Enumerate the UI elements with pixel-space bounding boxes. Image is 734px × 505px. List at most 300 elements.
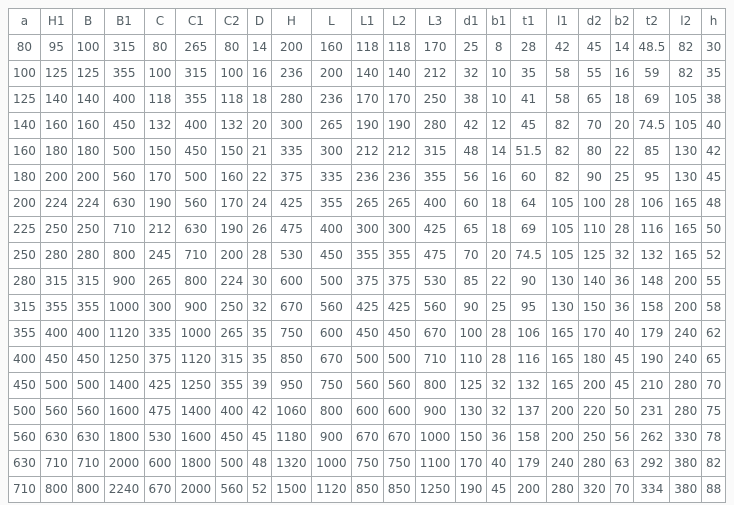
table-cell: 50: [702, 217, 726, 243]
table-cell: 2000: [176, 477, 216, 503]
table-row: [9, 451, 726, 477]
table-cell: 900: [104, 269, 144, 295]
table-cell: 10: [487, 61, 511, 87]
table-row: [9, 347, 726, 373]
table-cell: 180: [72, 139, 104, 165]
column-header-l: L: [311, 9, 351, 35]
table-cell: 190: [383, 113, 415, 139]
table-cell: 630: [72, 425, 104, 451]
table-cell: 35: [248, 347, 272, 373]
table-cell: 750: [271, 321, 311, 347]
table-cell: 600: [311, 321, 351, 347]
table-cell: 105: [670, 113, 702, 139]
table-cell: 110: [578, 217, 610, 243]
table-cell: 105: [670, 87, 702, 113]
table-cell: 500: [311, 269, 351, 295]
table-cell: 231: [634, 399, 670, 425]
table-cell: 110: [455, 347, 487, 373]
table-cell: 425: [415, 217, 455, 243]
table-cell: 28: [487, 321, 511, 347]
table-cell: 165: [547, 347, 579, 373]
table-cell: 250: [415, 87, 455, 113]
table-cell: 170: [144, 165, 176, 191]
table-row: [9, 61, 726, 87]
table-cell: 530: [415, 269, 455, 295]
table-cell: 65: [578, 87, 610, 113]
table-cell: 140: [578, 269, 610, 295]
table-cell: 40: [610, 321, 634, 347]
table-cell: 40: [487, 451, 511, 477]
table-row: [9, 295, 726, 321]
table-cell: 1500: [271, 477, 311, 503]
table-cell: 20: [487, 243, 511, 269]
table-cell: 335: [271, 139, 311, 165]
table-cell: 32: [455, 61, 487, 87]
table-cell: 280: [547, 477, 579, 503]
table-cell: 158: [511, 425, 547, 451]
table-cell: 265: [144, 269, 176, 295]
table-cell: 60: [455, 191, 487, 217]
table-row: [9, 217, 726, 243]
table-cell: 20: [610, 113, 634, 139]
table-cell: 130: [455, 399, 487, 425]
table-cell: 35: [702, 61, 726, 87]
column-header-l1: l1: [547, 9, 579, 35]
table-cell: 18: [487, 217, 511, 243]
table-cell: 250: [216, 295, 248, 321]
table-cell: 95: [634, 165, 670, 191]
column-header-c: C: [144, 9, 176, 35]
table-cell: 150: [216, 139, 248, 165]
table-cell: 400: [40, 321, 72, 347]
table-cell: 375: [383, 269, 415, 295]
table-cell: 42: [248, 399, 272, 425]
table-cell: 1000: [311, 451, 351, 477]
table-cell: 32: [487, 373, 511, 399]
table-cell: 1400: [176, 399, 216, 425]
column-header-d2: d2: [578, 9, 610, 35]
table-cell: 335: [311, 165, 351, 191]
table-cell: 10: [487, 87, 511, 113]
table-cell: 42: [455, 113, 487, 139]
table-cell: 800: [72, 477, 104, 503]
table-cell: 530: [271, 243, 311, 269]
table-cell: 140: [9, 113, 41, 139]
table-cell: 2240: [104, 477, 144, 503]
table-cell: 315: [72, 269, 104, 295]
table-cell: 28: [610, 191, 634, 217]
table-cell: 165: [670, 191, 702, 217]
table-cell: 380: [670, 451, 702, 477]
table-cell: 25: [487, 295, 511, 321]
table-cell: 240: [547, 451, 579, 477]
table-cell: 1000: [415, 425, 455, 451]
table-cell: 280: [415, 113, 455, 139]
table-cell: 355: [9, 321, 41, 347]
table-cell: 800: [311, 399, 351, 425]
table-cell: 95: [511, 295, 547, 321]
table-cell: 60: [511, 165, 547, 191]
table-cell: 59: [634, 61, 670, 87]
table-cell: 300: [383, 217, 415, 243]
table-cell: 1100: [415, 451, 455, 477]
table-cell: 560: [351, 373, 383, 399]
table-cell: 300: [311, 139, 351, 165]
table-cell: 130: [670, 165, 702, 191]
table-cell: 36: [487, 425, 511, 451]
table-cell: 190: [455, 477, 487, 503]
table-cell: 42: [702, 139, 726, 165]
table-cell: 600: [271, 269, 311, 295]
table-cell: 21: [248, 139, 272, 165]
table-cell: 170: [455, 451, 487, 477]
table-cell: 670: [351, 425, 383, 451]
table-cell: 800: [176, 269, 216, 295]
table-cell: 28: [511, 35, 547, 61]
table-cell: 170: [383, 87, 415, 113]
table-cell: 52: [248, 477, 272, 503]
table-cell: 560: [104, 165, 144, 191]
table-cell: 106: [634, 191, 670, 217]
table-row: [9, 269, 726, 295]
column-header-b: B: [72, 9, 104, 35]
table-cell: 8: [487, 35, 511, 61]
table-cell: 950: [271, 373, 311, 399]
table-cell: 280: [40, 243, 72, 269]
table-cell: 62: [702, 321, 726, 347]
table-cell: 36: [610, 295, 634, 321]
table-cell: 51.5: [511, 139, 547, 165]
table-cell: 400: [104, 87, 144, 113]
table-cell: 200: [670, 269, 702, 295]
table-cell: 1120: [104, 321, 144, 347]
table-cell: 132: [634, 243, 670, 269]
table-cell: 400: [176, 113, 216, 139]
table-cell: 179: [511, 451, 547, 477]
table-cell: 400: [216, 399, 248, 425]
table-cell: 148: [634, 269, 670, 295]
table-cell: 1120: [176, 347, 216, 373]
table-cell: 118: [351, 35, 383, 61]
column-header-t2: t2: [634, 9, 670, 35]
table-cell: 280: [72, 243, 104, 269]
table-cell: 125: [72, 61, 104, 87]
table-row: [9, 243, 726, 269]
table-cell: 375: [351, 269, 383, 295]
table-cell: 32: [610, 243, 634, 269]
table-cell: 160: [216, 165, 248, 191]
table-cell: 710: [176, 243, 216, 269]
table-cell: 330: [670, 425, 702, 451]
table-cell: 450: [72, 347, 104, 373]
table-cell: 25: [610, 165, 634, 191]
table-cell: 32: [487, 399, 511, 425]
table-cell: 200: [216, 243, 248, 269]
table-cell: 1400: [104, 373, 144, 399]
table-cell: 48.5: [634, 35, 670, 61]
table-cell: 1800: [104, 425, 144, 451]
column-header-h1: H1: [40, 9, 72, 35]
table-cell: 82: [547, 139, 579, 165]
table-cell: 670: [271, 295, 311, 321]
table-cell: 425: [383, 295, 415, 321]
table-cell: 45: [702, 165, 726, 191]
table-cell: 315: [415, 139, 455, 165]
table-cell: 28: [248, 243, 272, 269]
table-cell: 710: [9, 477, 41, 503]
table-cell: 500: [351, 347, 383, 373]
table-cell: 280: [578, 451, 610, 477]
table-cell: 710: [72, 451, 104, 477]
table-cell: 70: [578, 113, 610, 139]
table-cell: 32: [248, 295, 272, 321]
column-header-d1: d1: [455, 9, 487, 35]
table-cell: 750: [383, 451, 415, 477]
table-cell: 200: [311, 61, 351, 87]
table-row: [9, 191, 726, 217]
table-cell: 100: [216, 61, 248, 87]
table-cell: 125: [9, 87, 41, 113]
table-row: [9, 113, 726, 139]
table-cell: 28: [487, 347, 511, 373]
table-cell: 560: [383, 373, 415, 399]
table-cell: 58: [547, 87, 579, 113]
table-cell: 158: [634, 295, 670, 321]
table-cell: 500: [104, 139, 144, 165]
table-cell: 82: [702, 451, 726, 477]
table-cell: 600: [383, 399, 415, 425]
table-cell: 670: [383, 425, 415, 451]
table-cell: 45: [487, 477, 511, 503]
table-cell: 530: [144, 425, 176, 451]
table-cell: 262: [634, 425, 670, 451]
table-cell: 16: [610, 61, 634, 87]
table-cell: 130: [670, 139, 702, 165]
table-cell: 280: [271, 87, 311, 113]
table-cell: 1000: [104, 295, 144, 321]
table-cell: 26: [248, 217, 272, 243]
column-header-a: a: [9, 9, 41, 35]
table-cell: 180: [578, 347, 610, 373]
table-cell: 85: [455, 269, 487, 295]
table-cell: 355: [176, 87, 216, 113]
table-cell: 240: [670, 321, 702, 347]
table-cell: 75: [702, 399, 726, 425]
table-cell: 225: [9, 217, 41, 243]
column-header-b1: B1: [104, 9, 144, 35]
table-cell: 355: [415, 165, 455, 191]
table-cell: 41: [511, 87, 547, 113]
table-cell: 450: [9, 373, 41, 399]
table-cell: 190: [351, 113, 383, 139]
table-cell: 180: [9, 165, 41, 191]
table-cell: 48: [248, 451, 272, 477]
table-cell: 105: [547, 243, 579, 269]
table-cell: 212: [415, 61, 455, 87]
table-cell: 90: [511, 269, 547, 295]
table-cell: 118: [383, 35, 415, 61]
table-cell: 670: [415, 321, 455, 347]
table-cell: 450: [311, 243, 351, 269]
table-cell: 1250: [104, 347, 144, 373]
table-cell: 355: [311, 191, 351, 217]
table-cell: 16: [487, 165, 511, 191]
table-cell: 39: [248, 373, 272, 399]
table-cell: 137: [511, 399, 547, 425]
table-cell: 800: [104, 243, 144, 269]
table-cell: 250: [578, 425, 610, 451]
table-cell: 500: [72, 373, 104, 399]
table-cell: 74.5: [634, 113, 670, 139]
table-cell: 190: [634, 347, 670, 373]
table-head: [9, 9, 726, 35]
table-cell: 280: [670, 399, 702, 425]
table-cell: 500: [176, 165, 216, 191]
table-cell: 69: [511, 217, 547, 243]
table-cell: 212: [383, 139, 415, 165]
table-cell: 14: [610, 35, 634, 61]
table-cell: 315: [216, 347, 248, 373]
table-cell: 710: [40, 451, 72, 477]
table-cell: 160: [9, 139, 41, 165]
table-cell: 200: [72, 165, 104, 191]
table-cell: 140: [383, 61, 415, 87]
table-cell: 48: [455, 139, 487, 165]
column-header-d: D: [248, 9, 272, 35]
table-cell: 106: [511, 321, 547, 347]
table-cell: 560: [311, 295, 351, 321]
table-cell: 900: [311, 425, 351, 451]
table-cell: 355: [104, 61, 144, 87]
table-cell: 200: [547, 425, 579, 451]
table-cell: 118: [216, 87, 248, 113]
table-cell: 132: [216, 113, 248, 139]
table-cell: 265: [176, 35, 216, 61]
column-header-h: H: [271, 9, 311, 35]
table-cell: 292: [634, 451, 670, 477]
table-cell: 170: [415, 35, 455, 61]
table-cell: 315: [104, 35, 144, 61]
table-cell: 450: [383, 321, 415, 347]
table-cell: 50: [610, 399, 634, 425]
table-cell: 45: [578, 35, 610, 61]
table-cell: 200: [578, 373, 610, 399]
table-cell: 180: [40, 139, 72, 165]
table-cell: 82: [547, 113, 579, 139]
table-cell: 250: [72, 217, 104, 243]
table-cell: 320: [578, 477, 610, 503]
table-cell: 630: [40, 425, 72, 451]
table-cell: 70: [702, 373, 726, 399]
table-cell: 850: [351, 477, 383, 503]
table-cell: 450: [104, 113, 144, 139]
table-cell: 355: [351, 243, 383, 269]
table-cell: 14: [248, 35, 272, 61]
table-cell: 265: [311, 113, 351, 139]
table-cell: 210: [634, 373, 670, 399]
table-cell: 36: [610, 269, 634, 295]
table-cell: 70: [455, 243, 487, 269]
table-cell: 55: [702, 269, 726, 295]
table-cell: 100: [9, 61, 41, 87]
table-cell: 130: [547, 295, 579, 321]
table-cell: 236: [383, 165, 415, 191]
table-cell: 25: [455, 35, 487, 61]
table-cell: 140: [72, 87, 104, 113]
column-header-b1: b1: [487, 9, 511, 35]
table-cell: 315: [176, 61, 216, 87]
table-cell: 1600: [104, 399, 144, 425]
table-cell: 630: [9, 451, 41, 477]
table-cell: 380: [670, 477, 702, 503]
table-row: [9, 399, 726, 425]
table-cell: 30: [702, 35, 726, 61]
table-cell: 1600: [176, 425, 216, 451]
table-cell: 425: [271, 191, 311, 217]
table-cell: 1120: [311, 477, 351, 503]
table-cell: 52: [702, 243, 726, 269]
table-cell: 1250: [176, 373, 216, 399]
table-cell: 22: [610, 139, 634, 165]
table-cell: 160: [311, 35, 351, 61]
table-cell: 710: [104, 217, 144, 243]
table-cell: 105: [547, 217, 579, 243]
table-cell: 900: [176, 295, 216, 321]
table-cell: 150: [455, 425, 487, 451]
table-cell: 16: [248, 61, 272, 87]
header-row: [9, 9, 726, 35]
table-cell: 400: [311, 217, 351, 243]
table-row: [9, 373, 726, 399]
table-cell: 236: [271, 61, 311, 87]
column-header-t1: t1: [511, 9, 547, 35]
table-cell: 300: [271, 113, 311, 139]
table-cell: 70: [610, 477, 634, 503]
table-cell: 1180: [271, 425, 311, 451]
table-cell: 1060: [271, 399, 311, 425]
table-cell: 30: [248, 269, 272, 295]
table-cell: 150: [578, 295, 610, 321]
table-cell: 450: [176, 139, 216, 165]
table-cell: 200: [9, 191, 41, 217]
table-cell: 78: [702, 425, 726, 451]
table-cell: 42: [547, 35, 579, 61]
table-cell: 82: [547, 165, 579, 191]
table-cell: 200: [511, 477, 547, 503]
table-cell: 560: [9, 425, 41, 451]
table-cell: 35: [511, 61, 547, 87]
table-cell: 800: [40, 477, 72, 503]
table-cell: 100: [578, 191, 610, 217]
table-cell: 82: [670, 61, 702, 87]
table-cell: 400: [72, 321, 104, 347]
table-cell: 90: [578, 165, 610, 191]
table-cell: 224: [216, 269, 248, 295]
table-cell: 280: [670, 373, 702, 399]
table-cell: 212: [144, 217, 176, 243]
dimension-table: [8, 8, 726, 503]
table-cell: 630: [104, 191, 144, 217]
table-cell: 90: [455, 295, 487, 321]
column-header-l3: L3: [415, 9, 455, 35]
table-cell: 375: [271, 165, 311, 191]
table-cell: 250: [40, 217, 72, 243]
table-row: [9, 35, 726, 61]
table-cell: 40: [702, 113, 726, 139]
table-cell: 1320: [271, 451, 311, 477]
table-cell: 58: [702, 295, 726, 321]
table-cell: 38: [702, 87, 726, 113]
